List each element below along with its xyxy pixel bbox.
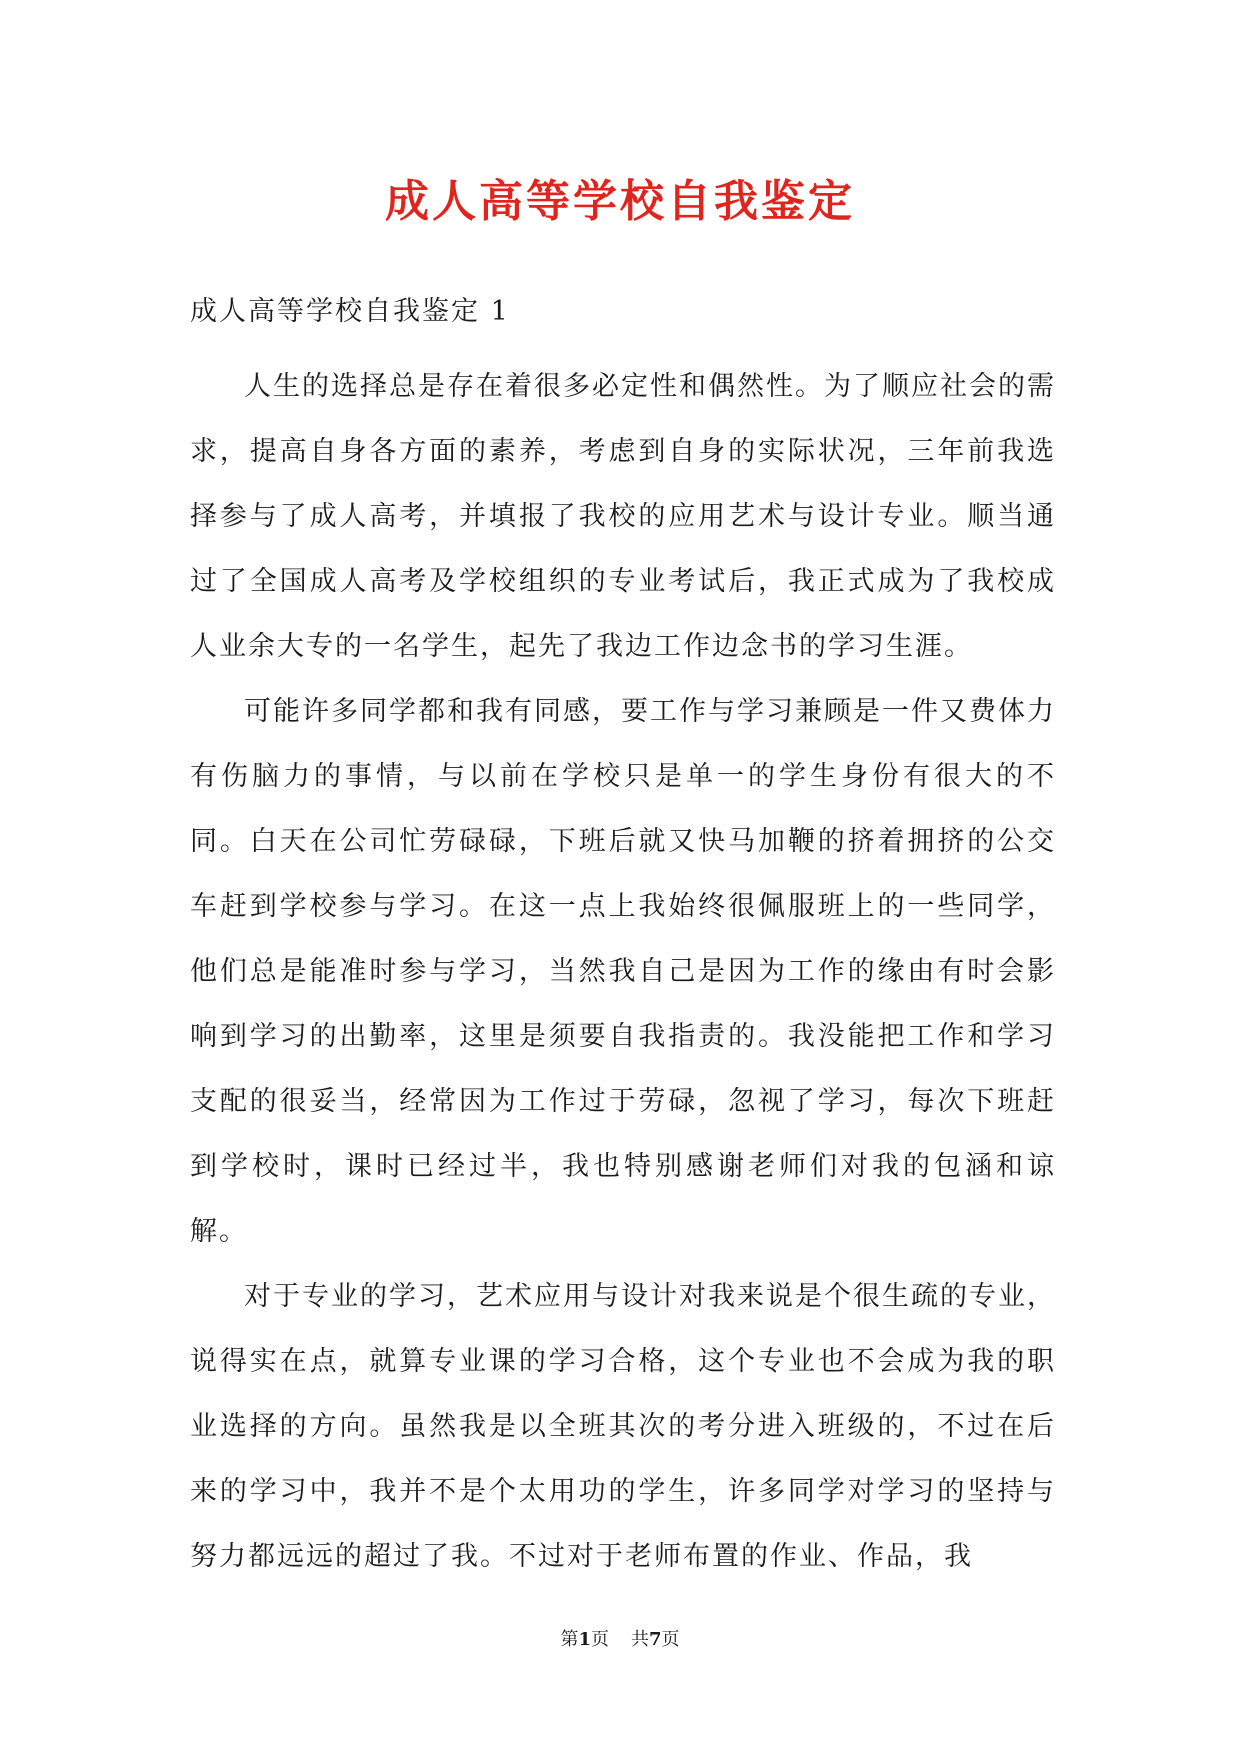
page-prefix: 第 [560,1629,579,1650]
total-prefix: 共 [631,1629,649,1650]
document-body [190,290,1056,1589]
paragraph-1: 人生的选择总是存在着很多必定性和偶然性。为了顺应社会的需求，提高自身各方面的素养，考虑到自身的实际状况，三年前我选择参与了成人高考，并填报了我校的应用艺术与设计专业。顺当通过了全国成人高考及学校组织的专业考试后，我正式成为了我校成人业余大专的一名学生，起先了我边工作边念书的学习生涯。 [190,371,1056,662]
total-suffix: 页 [661,1629,680,1650]
page-suffix: 页 [591,1629,609,1650]
page-current-number: 1 [578,1629,591,1650]
page-total-number: 7 [649,1629,662,1650]
page-footer [0,1625,1240,1651]
section-heading: 成人高等学校自我鉴定 1 [190,296,510,327]
paragraph-3: 对于专业的学习，艺术应用与设计对我来说是个很生疏的专业，说得实在点，就算专业课的学习合格，这个专业也不会成为我的职业选择的方向。虽然我是以全班其次的考分进入班级的，不过在后来的学习中，我并不是个太用功的学生，许多同学对学习的坚持与努力都远远的超过了我。不过对于老师布置的作业、作品，我 [190,1281,1056,1572]
document-title: 成人高等学校自我鉴定 [385,176,855,227]
paragraph-2: 可能许多同学都和我有同感，要工作与学习兼顾是一件又费体力有伤脑力的事情，与以前在学校只是单一的学生身份有很大的不同。白天在公司忙劳碌碌，下班后就又快马加鞭的挤着拥挤的公交车赶到学校参与学习。在这一点上我始终很佩服班上的一些同学，他们总是能准时参与学习，当然我自己是因为工作的缘由有时会影响到学习的出勤率，这里是须要自我指责的。我没能把工作和学习支配的很妥当，经常因为工作过于劳碌，忽视了学习，每次下班赶到学校时，课时已经过半，我也特别感谢老师们对我的包涵和谅解。 [190,696,1056,1247]
